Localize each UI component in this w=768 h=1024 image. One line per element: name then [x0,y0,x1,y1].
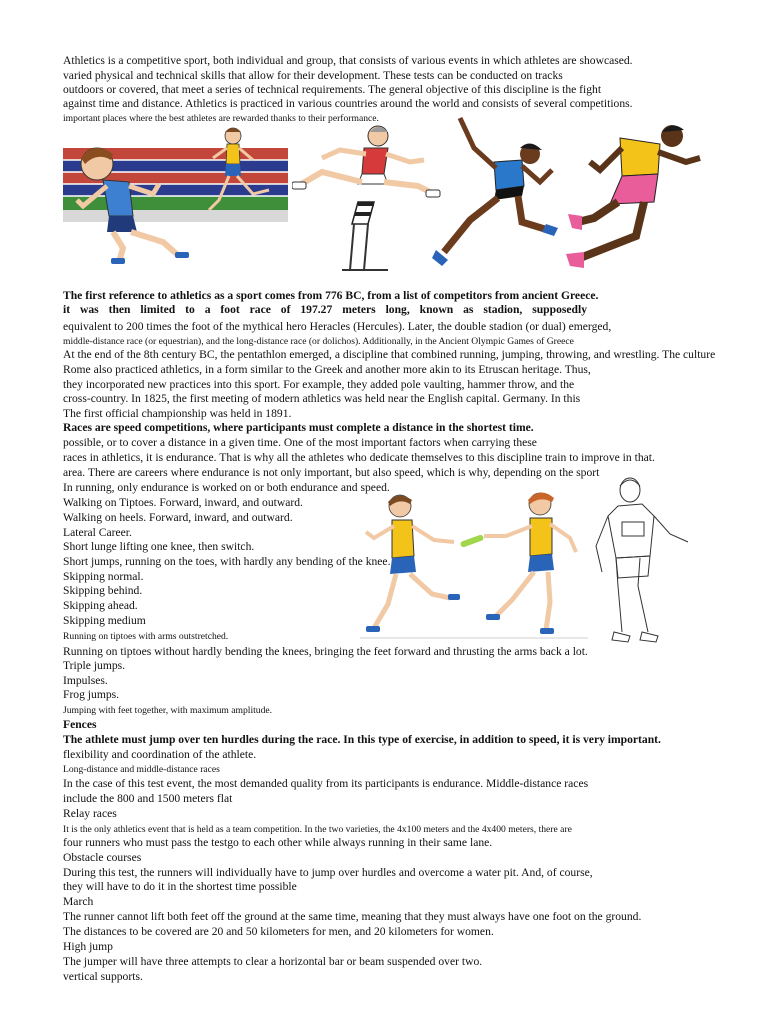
exercise-item-12: Triple jumps. [63,659,126,672]
high-jump-line-2: vertical supports. [63,970,143,983]
exercise-item-2: Walking on heels. Forward, inward, and outward. [63,511,293,524]
speed-line-5: In running, only endurance is worked on or both endurance and speed. [63,481,390,494]
intro-line-4: against time and distance. Athletics is practiced in various countries around the world and consists of several competitions. [63,97,633,110]
long-distance-line-1: In the case of this test event, the most demanded quality from its participants is endurance. Middle-distance races [63,777,589,790]
history-line-7: they incorporated new practices into this sport. For example, they added pole vaulting, hammer throw, and the [63,378,575,391]
history-line-3: equivalent to 200 times the foot of the mythical hero Heracles (Hercules). Later, the double stadion (or dual) emerged, [63,320,612,333]
long-distance-line-2: include the 800 and 1500 meters flat [63,792,233,805]
exercise-item-13: Impulses. [63,674,108,687]
intro-line-2: varied physical and technical skills that allow for their development. These tests can be conducted on tracks [63,69,563,82]
exercise-item-14: Frog jumps. [63,688,120,701]
sprinter-woman-illustration [430,110,560,270]
obstacle-line-2: they will have to do it in the shortest time possible [63,880,297,893]
history-line-8: cross-country. In 1825, the first meeting of modern athletics was held near the English capital. Germany. In this [63,392,581,405]
long-distance-heading: Long-distance and middle-distance races [63,764,220,775]
relay-heading: Relay races [63,807,117,820]
relay-runners-illustration [360,490,588,640]
history-line-4: middle-distance race (or equestrian), and the long-distance race (or dolichos). Additionally, in the Ancient Olympic Games of Greece [63,336,574,347]
fences-heading: Fences [63,718,97,731]
march-line-1: The runner cannot lift both feet off the ground at the same time, meaning that they must always have one foot on the ground. [63,910,642,923]
speed-line-3: races in athletics, it is endurance. That is why all the athletes who dedicate themselves to this discipline train to improve in that. [63,451,655,464]
march-heading: March [63,895,94,908]
high-jump-line-1: The jumper will have three attempts to clear a horizontal bar or beam suspended over two. [63,955,483,968]
sprinter-man-illustration [560,118,710,270]
runner-on-track-illustration [63,124,288,270]
history-line-5: At the end of the 8th century BC, the pentathlon emerged, a discipline that combined running, jumping, throwing, and wrestling. The culture [63,348,716,361]
history-line-1: The first reference to athletics as a sport comes from 776 BC, from a list of competitors from ancient Greece. [63,289,599,302]
high-jump-heading: High jump [63,940,113,953]
exercise-item-6: Skipping normal. [63,570,144,583]
athlete-outline-drawing [588,476,698,644]
speed-line-4: area. There are careers where endurance is not only important, but also speed, which is why, depending on the sport [63,466,600,479]
fences-line-2: flexibility and coordination of the athlete. [63,748,257,761]
intro-line-5: important places where the best athletes are rewarded thanks to their performance. [63,113,379,124]
history-line-2: it was then limited to a foot race of 197.27 meters long, known as stadion, supposedly [63,303,587,316]
exercise-item-7: Skipping behind. [63,584,143,597]
exercise-item-8: Skipping ahead. [63,599,138,612]
history-line-6: Rome also practiced athletics, in a form similar to the Greek and another more akin to its Etruscan heritage. Thus, [63,363,591,376]
obstacle-line-1: During this test, the runners will individually have to jump over hurdles and overcome a water pit. And, of course, [63,866,593,879]
exercise-item-3: Lateral Career. [63,526,132,539]
intro-line-1: Athletics is a competitive sport, both individual and group, that consists of various events in which athletes are showcased. [63,54,633,67]
relay-line-2: four runners who must pass the testgo to each other while always running in their same lane. [63,836,493,849]
exercise-item-4: Short lunge lifting one knee, then switch. [63,540,255,553]
speed-line-2: possible, or to cover a distance in a given time. One of the most important factors when carrying these [63,436,537,449]
relay-line-1: It is the only athletics event that is held as a team competition. In the two varieties, the 4x100 meters and the 4x400 meters, there are [63,824,572,835]
fences-line-1: The athlete must jump over ten hurdles during the race. In this type of exercise, in addition to speed, it is very important. [63,733,661,746]
exercise-item-15: Jumping with feet together, with maximum amplitude. [63,705,273,716]
intro-line-3: outdoors or covered, that meet a series of technical requirements. The general objective of this discipline is the fight [63,83,602,96]
exercise-item-10: Running on tiptoes with arms outstretched. [63,631,229,642]
speed-heading: Races are speed competitions, where participants must complete a distance in the shortest time. [63,421,534,434]
obstacle-heading: Obstacle courses [63,851,142,864]
exercise-item-11: Running on tiptoes without hardly bending the knees, bringing the feet forward and thrusting the arms back a lot. [63,645,588,658]
exercise-item-1: Walking on Tiptoes. Forward, inward, and outward. [63,496,303,509]
exercise-item-9: Skipping medium [63,614,146,627]
exercise-item-5: Short jumps, running on the toes, with hardly any bending of the knee. [63,555,391,568]
history-line-9: The first official championship was held in 1891. [63,407,292,420]
hurdler-illustration [292,124,442,274]
march-line-2: The distances to be covered are 20 and 50 kilometers for men, and 20 kilometers for women. [63,925,494,938]
